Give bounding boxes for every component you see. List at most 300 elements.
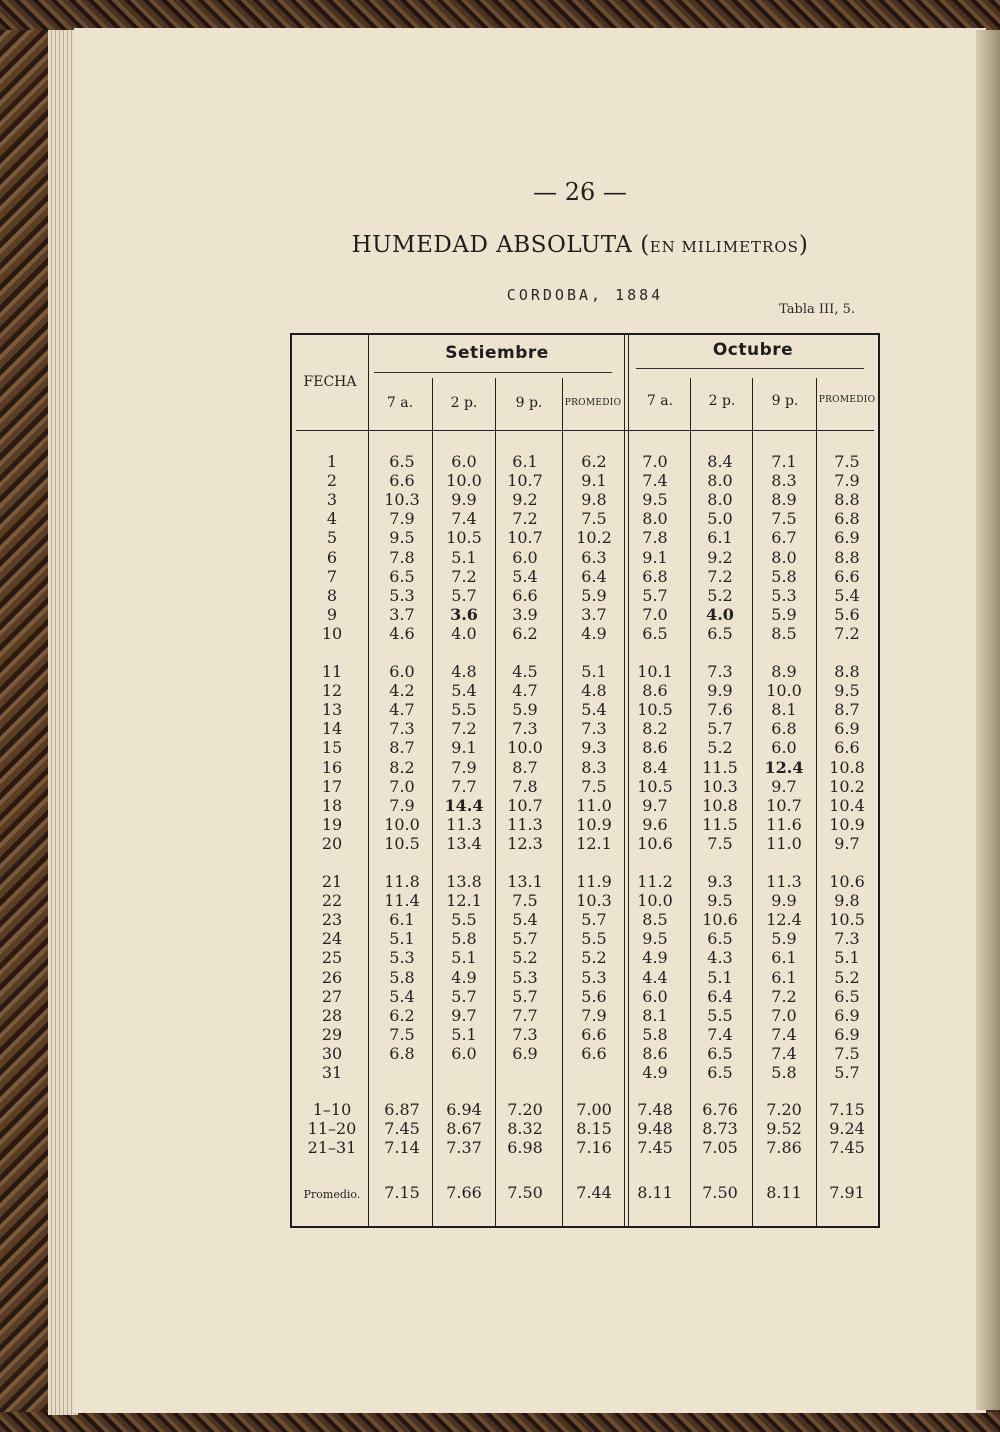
value-cell: 9.2: [707, 547, 733, 567]
page-title: [300, 232, 860, 258]
value-cell: 5.4: [512, 910, 538, 930]
value-cell: 5.8: [451, 929, 477, 949]
value-cell: 10.9: [829, 814, 865, 834]
date-cell: 1: [326, 452, 338, 471]
table-row: [292, 490, 878, 509]
value-cell: 7.5: [581, 776, 607, 796]
value-cell: 10.2: [829, 776, 865, 796]
value-cell: 6.6: [581, 1024, 607, 1044]
value-cell: 10.2: [576, 528, 612, 548]
value-cell: 11.5: [702, 757, 738, 777]
decade-average-row: [292, 1138, 878, 1157]
value-cell: 5.4: [834, 585, 860, 605]
value-cell: 7.5: [581, 509, 607, 529]
value-cell: 10.7: [507, 471, 543, 491]
value-cell: 7.91: [829, 1183, 865, 1202]
value-cell: 10.7: [766, 795, 802, 815]
value-cell: 5.3: [389, 585, 415, 605]
value-cell: 6.5: [389, 452, 415, 471]
value-cell: 6.98: [507, 1138, 543, 1158]
value-cell: 8.4: [642, 757, 668, 777]
table-row: [292, 681, 878, 700]
value-cell: 4.4: [642, 967, 668, 987]
value-cell: 9.5: [707, 891, 733, 911]
value-cell: 6.0: [451, 1043, 477, 1063]
value-cell: 8.15: [576, 1119, 612, 1139]
value-cell: 8.32: [507, 1119, 543, 1139]
value-cell: 5.4: [512, 566, 538, 586]
value-cell: 10.5: [637, 700, 673, 720]
value-cell: 7.6: [707, 700, 733, 720]
value-cell: 13.8: [446, 872, 482, 891]
date-cell: 17: [321, 776, 343, 796]
value-cell: 12.3: [507, 833, 543, 853]
value-cell: 5.7: [512, 929, 538, 949]
value-cell: 4.7: [389, 700, 415, 720]
value-cell: 10.8: [702, 795, 738, 815]
value-cell: 12.4: [766, 910, 802, 930]
value-cell: 10.5: [384, 833, 420, 853]
table-row: [292, 586, 878, 605]
column-header: 2 p.: [450, 395, 478, 411]
value-cell: 7.8: [642, 528, 668, 548]
value-cell: 7.0: [642, 452, 668, 471]
value-cell: 7.5: [389, 1024, 415, 1044]
value-cell: 10.7: [507, 795, 543, 815]
date-cell: Promedio.: [303, 1188, 361, 1201]
value-cell: 6.87: [384, 1100, 420, 1119]
value-cell: 9.7: [642, 795, 668, 815]
location-year: CORDOBA, 1884: [506, 286, 664, 304]
date-cell: 2: [326, 471, 338, 491]
value-cell: 7.0: [389, 776, 415, 796]
table-row: [292, 509, 878, 528]
value-cell: 5.5: [581, 929, 607, 949]
value-cell: 6.1: [771, 967, 797, 987]
value-cell: 6.6: [512, 585, 538, 605]
value-cell: 5.9: [581, 585, 607, 605]
value-cell: 6.5: [707, 929, 733, 949]
table-row: [292, 929, 878, 948]
value-cell: 7.3: [834, 929, 860, 949]
value-cell: 9.5: [834, 681, 860, 701]
value-cell: 5.2: [707, 738, 733, 758]
date-cell: 7: [326, 566, 338, 586]
value-cell: 7.20: [766, 1100, 802, 1119]
fecha-header: FECHA: [303, 374, 357, 390]
value-cell: 8.0: [707, 490, 733, 510]
value-cell: 5.8: [389, 967, 415, 987]
value-cell: 9.6: [642, 814, 668, 834]
value-cell: 6.2: [512, 623, 538, 643]
value-cell: 7.5: [707, 833, 733, 853]
value-cell: 8.8: [834, 547, 860, 567]
value-cell: 3.7: [581, 604, 607, 624]
table-row: [292, 452, 878, 471]
value-cell: 4.9: [451, 967, 477, 987]
column-header: PROMEDIO: [818, 395, 876, 405]
value-cell: 5.6: [581, 986, 607, 1006]
decade-average-row: [292, 1100, 878, 1119]
value-cell: 7.44: [576, 1183, 612, 1202]
value-cell: 9.24: [829, 1119, 865, 1139]
value-cell: 5.1: [451, 547, 477, 567]
value-cell: 5.7: [451, 585, 477, 605]
date-cell: 12: [321, 681, 343, 701]
date-cell: 21–31: [307, 1138, 357, 1158]
value-cell: 5.6: [834, 604, 860, 624]
value-cell: 7.0: [771, 1005, 797, 1025]
value-cell: 7.2: [451, 566, 477, 586]
value-cell: 7.45: [384, 1119, 420, 1139]
column-header: 9 p.: [771, 393, 799, 409]
value-cell: 3.9: [512, 604, 538, 624]
value-cell: 9.1: [451, 738, 477, 758]
value-cell: 6.1: [771, 948, 797, 968]
value-cell: 10.0: [766, 681, 802, 701]
value-cell: 5.7: [642, 585, 668, 605]
book-cover-top-edge: [0, 0, 1000, 30]
value-cell: 8.5: [771, 623, 797, 643]
value-cell: 6.6: [581, 1043, 607, 1063]
value-cell: 12.1: [446, 891, 482, 911]
date-cell: 1–10: [312, 1100, 352, 1119]
value-cell: 6.6: [389, 471, 415, 491]
table-row: [292, 624, 878, 643]
value-cell: 5.2: [707, 585, 733, 605]
value-cell: 9.7: [834, 833, 860, 853]
value-cell: 10.3: [384, 490, 420, 510]
value-cell: 8.0: [642, 509, 668, 529]
date-cell: 10: [321, 623, 343, 643]
table-row: [292, 891, 878, 910]
value-cell: 5.5: [451, 700, 477, 720]
value-cell: 10.3: [576, 891, 612, 911]
value-cell: 6.5: [707, 1063, 733, 1082]
date-cell: 29: [321, 1024, 343, 1044]
value-cell: 7.00: [576, 1100, 612, 1119]
value-cell: 8.7: [512, 757, 538, 777]
value-cell: 9.7: [771, 776, 797, 796]
table-row: [292, 738, 878, 757]
date-cell: 13: [321, 700, 343, 720]
value-cell: 7.5: [771, 509, 797, 529]
value-cell: 8.9: [771, 662, 797, 681]
value-cell: 8.5: [642, 910, 668, 930]
value-cell: 4.0: [451, 623, 477, 643]
value-cell: 6.9: [834, 719, 860, 739]
value-cell: 8.8: [834, 662, 860, 681]
value-cell: 10.0: [637, 891, 673, 911]
table-row: [292, 1025, 878, 1044]
value-cell: 7.2: [512, 509, 538, 529]
date-cell: 22: [321, 891, 343, 911]
value-cell: 8.1: [642, 1005, 668, 1025]
value-cell: 6.5: [642, 623, 668, 643]
date-cell: 5: [326, 528, 338, 548]
table-row: [292, 1063, 878, 1082]
value-cell: 7.4: [771, 1043, 797, 1063]
date-cell: 9: [326, 604, 338, 624]
value-cell: 5.3: [512, 967, 538, 987]
value-cell: 6.0: [512, 547, 538, 567]
value-cell: 7.4: [771, 1024, 797, 1044]
value-cell: 8.4: [707, 452, 733, 471]
value-cell: 9.8: [834, 891, 860, 911]
value-cell: 4.2: [389, 681, 415, 701]
value-cell: 7.5: [834, 452, 860, 471]
date-cell: 25: [321, 948, 343, 968]
date-cell: 11: [321, 662, 343, 681]
value-cell: 8.73: [702, 1119, 738, 1139]
value-cell: 6.5: [707, 1043, 733, 1063]
value-cell: 5.1: [581, 662, 607, 681]
table-row: [292, 471, 878, 490]
page-right-shadow: [976, 30, 1000, 1410]
value-cell: 10.5: [637, 776, 673, 796]
value-cell: 7.37: [446, 1138, 482, 1158]
value-cell: 10.4: [829, 795, 865, 815]
value-cell: 14.4: [444, 795, 484, 815]
date-cell: 8: [326, 585, 338, 605]
value-cell: 11.0: [576, 795, 612, 815]
value-cell: 5.5: [707, 1005, 733, 1025]
value-cell: 5.8: [771, 1063, 797, 1082]
value-cell: 6.4: [707, 986, 733, 1006]
date-cell: 21: [321, 872, 343, 891]
value-cell: 7.45: [637, 1138, 673, 1158]
value-cell: 7.3: [512, 719, 538, 739]
title-main: HUMEDAD ABSOLUTA (: [351, 232, 650, 258]
value-cell: 5.7: [451, 986, 477, 1006]
value-cell: 6.0: [771, 738, 797, 758]
table-row: [292, 796, 878, 815]
value-cell: 9.9: [707, 681, 733, 701]
table-row: [292, 910, 878, 929]
value-cell: 8.9: [771, 490, 797, 510]
value-cell: 5.4: [451, 681, 477, 701]
value-cell: 7.4: [642, 471, 668, 491]
value-cell: 9.52: [766, 1119, 802, 1139]
value-cell: 7.9: [581, 1005, 607, 1025]
value-cell: 8.6: [642, 681, 668, 701]
value-cell: 5.1: [707, 967, 733, 987]
table-row: [292, 758, 878, 777]
value-cell: 5.2: [512, 948, 538, 968]
total-average-row: [292, 1183, 878, 1202]
value-cell: 7.15: [829, 1100, 865, 1119]
value-cell: 6.3: [581, 547, 607, 567]
value-cell: 6.5: [389, 566, 415, 586]
value-cell: 5.7: [581, 910, 607, 930]
value-cell: 4.9: [581, 623, 607, 643]
value-cell: 6.0: [451, 452, 477, 471]
value-cell: 7.9: [834, 471, 860, 491]
value-cell: 5.3: [389, 948, 415, 968]
table-row: [292, 968, 878, 987]
value-cell: 10.5: [446, 528, 482, 548]
date-cell: 24: [321, 929, 343, 949]
title-close: ): [798, 232, 809, 258]
value-cell: 5.9: [512, 700, 538, 720]
date-cell: 23: [321, 910, 343, 930]
value-cell: 7.5: [512, 891, 538, 911]
value-cell: 4.9: [642, 948, 668, 968]
value-cell: 8.11: [766, 1183, 802, 1202]
date-cell: 20: [321, 833, 343, 853]
value-cell: 6.1: [707, 528, 733, 548]
column-header: 2 p.: [708, 393, 736, 409]
value-cell: 11.4: [384, 891, 420, 911]
value-cell: 6.6: [834, 566, 860, 586]
value-cell: 5.1: [451, 948, 477, 968]
value-cell: 10.6: [637, 833, 673, 853]
table-row: [292, 700, 878, 719]
table-row: [292, 777, 878, 796]
value-cell: 7.2: [451, 719, 477, 739]
value-cell: 6.5: [707, 623, 733, 643]
value-cell: 9.5: [642, 490, 668, 510]
value-cell: 5.1: [389, 929, 415, 949]
column-header: 9 p.: [515, 395, 543, 411]
table-row: [292, 872, 878, 891]
value-cell: 7.50: [507, 1183, 543, 1202]
value-cell: 5.1: [834, 948, 860, 968]
value-cell: 9.7: [451, 1005, 477, 1025]
value-cell: 6.76: [702, 1100, 738, 1119]
value-cell: 6.8: [771, 719, 797, 739]
date-cell: 3: [326, 490, 338, 510]
date-cell: 31: [321, 1063, 343, 1082]
value-cell: 9.8: [581, 490, 607, 510]
value-cell: 9.1: [642, 547, 668, 567]
value-cell: 8.1: [771, 700, 797, 720]
value-cell: 10.9: [576, 814, 612, 834]
value-cell: 13.1: [507, 872, 543, 891]
value-cell: 8.3: [771, 471, 797, 491]
value-cell: 9.5: [389, 528, 415, 548]
table-row: [292, 662, 878, 681]
month-header-octubre: Octubre: [712, 340, 794, 360]
value-cell: 5.7: [707, 719, 733, 739]
value-cell: 7.3: [581, 719, 607, 739]
value-cell: 8.11: [637, 1183, 673, 1202]
value-cell: 12.1: [576, 833, 612, 853]
value-cell: 7.3: [389, 719, 415, 739]
table-row: [292, 1044, 878, 1063]
value-cell: 4.8: [581, 681, 607, 701]
value-cell: 6.8: [834, 509, 860, 529]
value-cell: 8.0: [771, 547, 797, 567]
date-cell: 11–20: [307, 1119, 357, 1139]
value-cell: 7.7: [451, 776, 477, 796]
value-cell: 6.9: [834, 1005, 860, 1025]
value-cell: 8.6: [642, 1043, 668, 1063]
value-cell: 11.3: [507, 814, 543, 834]
value-cell: 7.7: [512, 1005, 538, 1025]
date-cell: 19: [321, 814, 343, 834]
value-cell: 8.2: [389, 757, 415, 777]
table-row: [292, 948, 878, 967]
value-cell: 8.6: [642, 738, 668, 758]
value-cell: 4.7: [512, 681, 538, 701]
value-cell: 7.20: [507, 1100, 543, 1119]
value-cell: 7.50: [702, 1183, 738, 1202]
value-cell: 5.8: [771, 566, 797, 586]
table-row: [292, 987, 878, 1006]
value-cell: 10.6: [702, 910, 738, 930]
value-cell: 5.4: [581, 700, 607, 720]
value-cell: 8.2: [642, 719, 668, 739]
value-cell: 10.6: [829, 872, 865, 891]
value-cell: 7.5: [834, 1043, 860, 1063]
value-cell: 5.5: [451, 910, 477, 930]
book-cover-bottom-edge: [0, 1412, 1000, 1432]
value-cell: 13.4: [446, 833, 482, 853]
value-cell: 10.0: [384, 814, 420, 834]
value-cell: 10.0: [507, 738, 543, 758]
value-cell: 3.6: [450, 604, 478, 624]
value-cell: 5.4: [389, 986, 415, 1006]
value-cell: 7.3: [707, 662, 733, 681]
value-cell: 7.14: [384, 1138, 420, 1158]
value-cell: 7.2: [707, 566, 733, 586]
month-brace-setiembre: [374, 372, 612, 379]
value-cell: 5.2: [834, 967, 860, 987]
value-cell: 10.5: [829, 910, 865, 930]
table-row: [292, 719, 878, 738]
value-cell: 5.7: [512, 986, 538, 1006]
value-cell: 9.9: [451, 490, 477, 510]
value-cell: 8.67: [446, 1119, 482, 1139]
value-cell: 7.9: [451, 757, 477, 777]
value-cell: 12.4: [764, 757, 804, 777]
value-cell: 5.1: [451, 1024, 477, 1044]
value-cell: 6.0: [389, 662, 415, 681]
table-row: [292, 834, 878, 853]
value-cell: 6.2: [389, 1005, 415, 1025]
value-cell: 6.8: [389, 1043, 415, 1063]
value-cell: 7.86: [766, 1138, 802, 1158]
value-cell: 9.3: [581, 738, 607, 758]
value-cell: 7.16: [576, 1138, 612, 1158]
value-cell: 6.94: [446, 1100, 482, 1119]
value-cell: 7.66: [446, 1183, 482, 1202]
value-cell: 3.7: [389, 604, 415, 624]
date-cell: 15: [321, 738, 343, 758]
title-unit: EN MILIMETROS: [649, 238, 799, 256]
value-cell: 7.3: [512, 1024, 538, 1044]
month-brace-octubre: [636, 368, 864, 375]
value-cell: 9.48: [637, 1119, 673, 1139]
date-cell: 4: [326, 509, 338, 529]
table-reference: Tabla III, 5.: [779, 302, 855, 317]
header-rule: [296, 430, 874, 431]
decade-average-row: [292, 1119, 878, 1138]
value-cell: 10.8: [829, 757, 865, 777]
value-cell: 5.0: [707, 509, 733, 529]
table-row: [292, 605, 878, 624]
value-cell: 8.3: [581, 757, 607, 777]
date-cell: 30: [321, 1043, 343, 1063]
value-cell: 4.0: [706, 604, 734, 624]
value-cell: 6.9: [512, 1043, 538, 1063]
value-cell: 11.6: [766, 814, 802, 834]
date-cell: 14: [321, 719, 343, 739]
table-row: [292, 548, 878, 567]
value-cell: 6.5: [834, 986, 860, 1006]
value-cell: 6.7: [771, 528, 797, 548]
